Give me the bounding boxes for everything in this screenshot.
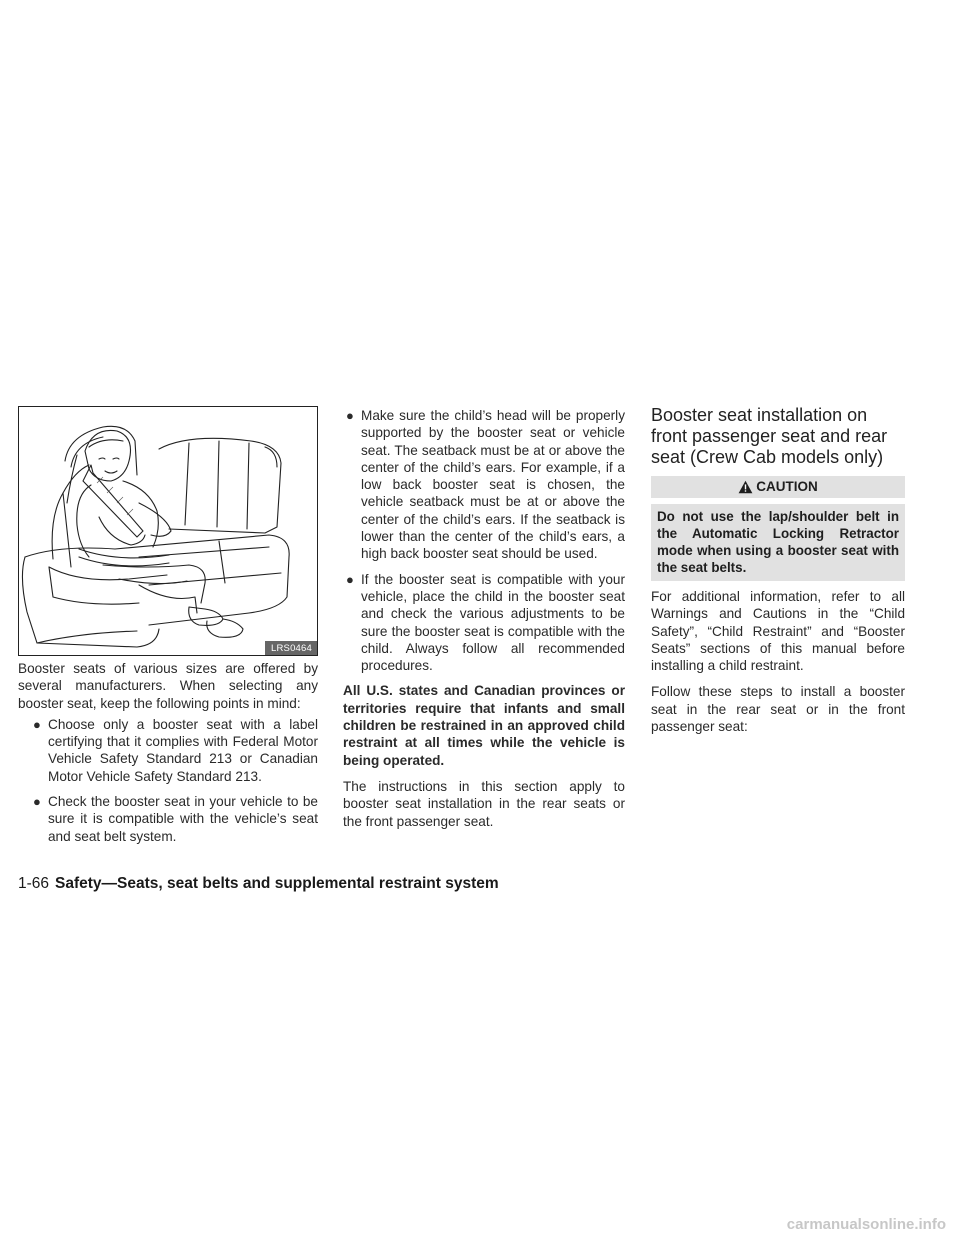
warning-triangle-icon [738, 480, 753, 494]
section-heading: Booster seat installation on front passenger seat and rear seat (Crew Cab models only) [651, 405, 888, 467]
caution-header [651, 476, 905, 498]
list-item-text: Make sure the child’s head will be properly supported by the booster seat or vehicle seat. The seatback must be at or above the center of the child’s ears. For example, if a low back booster seat is chosen, the vehicle seatback must be at or above the center of the child’s ears. If the seatback is lower than the center of the child’s ears, a high back booster seat should be used. [361, 408, 625, 562]
caution-text: Do not use the lap/shoulder belt in the Automatic Locking Retractor mode when using a booster seat with the seat belts. [651, 504, 905, 581]
intro-paragraph: Booster seats of various sizes are offered by several manufacturers. When selecting any booster seat, keep the following points in mind: [18, 661, 318, 711]
list-item-text: Choose only a booster seat with a label certifying that it complies with Federal Motor Vehicle Safety Standard 213 or Canadian Motor Vehicle Safety Standard 213. [48, 716, 318, 784]
instructions-scope-paragraph: The instructions in this section apply to booster seat installation in the rear seats or the front passenger seat. [343, 778, 625, 829]
column-middle [343, 407, 625, 830]
figure-label: LRS0464 [265, 641, 317, 655]
list-item [343, 571, 625, 675]
list-item-text: Check the booster seat in your vehicle to be sure it is compatible with the vehicle’s seat and seat belt system. [48, 794, 318, 844]
bullet-icon: ● [346, 571, 354, 587]
list-item [343, 407, 625, 563]
page-footer [18, 875, 499, 893]
column-left [18, 660, 318, 845]
booster-fit-list [343, 407, 625, 674]
bullet-icon: ● [33, 716, 41, 732]
section-title: Safety—Seats, seat belts and supplemental restraint system [55, 875, 499, 892]
column-right [651, 405, 905, 735]
legal-requirement-paragraph: All U.S. states and Canadian provinces or territories require that infants and small children be restrained in an approved child restraint at all times while the vehicle is being operated. [343, 683, 625, 768]
list-item-text: If the booster seat is compatible with your vehicle, place the child in the booster seat and check the various adjustments to be sure the booster seat is compatible with the child. Always follow all recommended procedures. [361, 571, 625, 674]
booster-selection-list [18, 716, 318, 845]
child-in-booster-seat-illustration [19, 407, 318, 656]
page-number: 1-66 [18, 875, 50, 892]
watermark: carmanualsonline.info [786, 1216, 946, 1233]
bullet-icon: ● [346, 408, 354, 423]
additional-info-paragraph: For additional information, refer to all Warnings and Cautions in the “Child Safety”, “Child Restraint” and “Booster Seats” sections of this manual before installing a child restraint. [651, 589, 905, 674]
list-item [18, 793, 318, 845]
bullet-icon: ● [33, 794, 41, 810]
booster-seat-figure [18, 406, 318, 656]
steps-intro-paragraph: Follow these steps to install a booster seat in the rear seat or in the front passenger seat: [651, 684, 905, 735]
caution-title: CAUTION [756, 479, 818, 494]
list-item [18, 716, 318, 785]
